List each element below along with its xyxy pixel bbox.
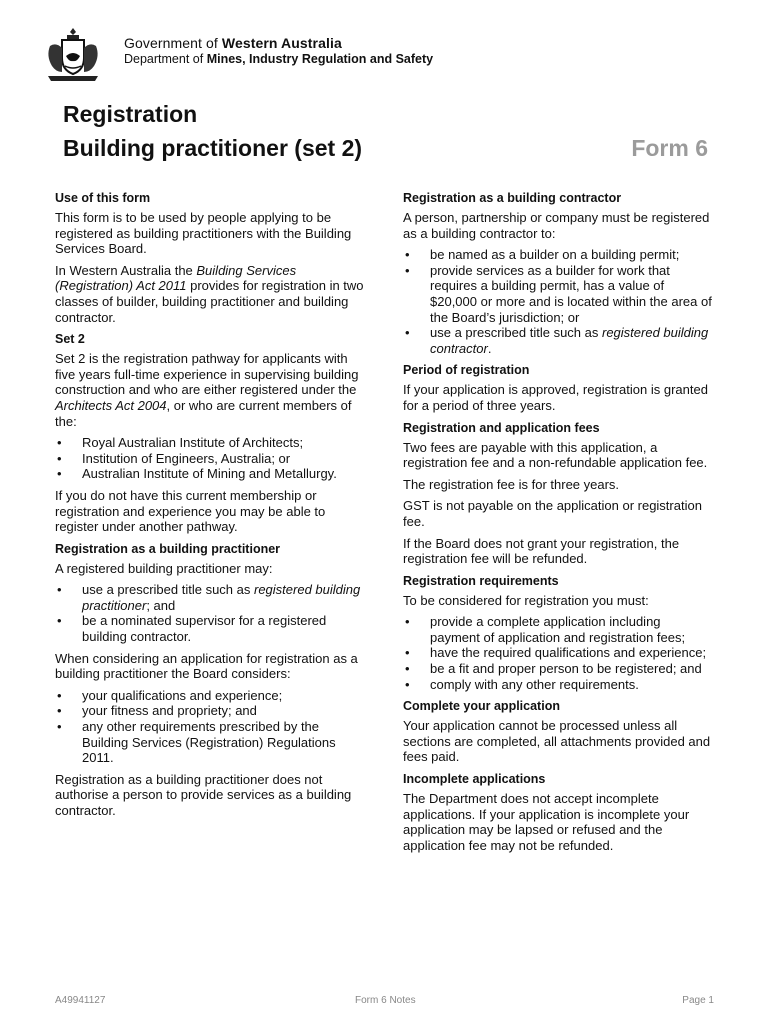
list-item: • be a fit and proper person to be registered; and bbox=[403, 661, 713, 677]
section-heading: Complete your application bbox=[403, 699, 560, 714]
list-item: • use a prescribed title such as registered building contractor. bbox=[403, 325, 713, 356]
list-item: • have the required qualifications and experience; bbox=[403, 645, 713, 661]
section-heading: Registration as a building practitioner bbox=[55, 541, 281, 556]
list-item: • be a nominated supervisor for a registered building contractor. bbox=[55, 613, 365, 644]
list-item: • Australian Institute of Mining and Metallurgy. bbox=[55, 466, 365, 482]
page-title-line1: Registration bbox=[63, 101, 198, 127]
section-heading: Registration and application fees bbox=[403, 420, 600, 435]
left-column bbox=[55, 190, 365, 825]
page-number: Page 1 bbox=[682, 995, 714, 1006]
page-title-line2: Building practitioner (set 2) bbox=[63, 135, 363, 161]
paragraph: If you do not have this current membership or registration and experience you may be able to register under another pathway. bbox=[55, 487, 326, 535]
paragraph: Set 2 is the registration pathway for applicants with five years full-time experience in supervising building construction and who are either registered under the Architects Act 2004, or who are current members of the: bbox=[55, 351, 359, 429]
list-item: • provide services as a builder for work that requires a building permit, has a value of $20,000 or more and is located within the area of the Board’s jurisdiction; or bbox=[403, 263, 713, 325]
section-heading: Registration as a building contractor bbox=[403, 191, 622, 205]
section-heading: Use of this form bbox=[55, 191, 151, 205]
paragraph: A registered building practitioner may: bbox=[55, 560, 273, 576]
requirements-list bbox=[403, 614, 713, 692]
paragraph: When considering an application for registration as a building practitioner the Board considers: bbox=[55, 650, 358, 682]
paragraph: In Western Australia the Building Services (Registration) Act 2011 provides for registration in two classes of builder, building practitioner and building contractor. bbox=[55, 262, 364, 325]
paragraph: The registration fee is for three years. bbox=[403, 476, 620, 492]
page-header bbox=[42, 26, 742, 86]
paragraph: If the Board does not grant your registration, the registration fee will be refunded. bbox=[403, 535, 680, 567]
paragraph: If your application is approved, registration is granted for a period of three years. bbox=[403, 382, 708, 413]
practitioner-rights-list bbox=[55, 582, 365, 644]
paragraph: The Department does not accept incomplete applications. If your application is incomplete your application may be lapsed or refused and the application fee may not be refunded. bbox=[403, 791, 690, 853]
department-name: Department of Mines, Industry Regulation and Safety bbox=[124, 52, 434, 66]
document-id: A49941127 bbox=[55, 995, 106, 1006]
paragraph: To be considered for registration you must: bbox=[403, 592, 649, 608]
paragraph: A person, partnership or company must be registered as a building contractor to: bbox=[403, 210, 710, 241]
form-number: Form 6 bbox=[631, 135, 708, 161]
list-item: • any other requirements prescribed by the Building Services (Registration) Regulations 2011. bbox=[55, 719, 365, 766]
section-heading: Period of registration bbox=[403, 363, 530, 378]
right-column bbox=[403, 190, 713, 859]
paragraph: This form is to be used by people applying to be registered as building practitioners with the Building Services Board. bbox=[55, 210, 352, 257]
list-item: • comply with any other requirements. bbox=[403, 677, 713, 693]
list-item: • be named as a builder on a building permit; bbox=[403, 247, 713, 263]
list-item: • your fitness and propriety; and bbox=[55, 703, 365, 719]
paragraph: Two fees are payable with this application, a registration fee and a non-refundable application fee. bbox=[403, 439, 708, 471]
government-name: Government of Western Australia bbox=[124, 35, 342, 51]
footer-title: Form 6 Notes bbox=[355, 995, 416, 1006]
paragraph: GST is not payable on the application or registration fee. bbox=[403, 498, 702, 529]
section-heading: Incomplete applications bbox=[403, 772, 546, 787]
wa-coat-of-arms-icon bbox=[42, 26, 104, 84]
section-heading: Registration requirements bbox=[403, 573, 559, 588]
section-heading: Set 2 bbox=[55, 332, 85, 347]
contractor-list bbox=[403, 247, 713, 356]
list-item: • use a prescribed title such as registered building practitioner; and bbox=[55, 582, 365, 613]
list-item: • Royal Australian Institute of Architects; bbox=[55, 435, 365, 451]
list-item: • provide a complete application including payment of application and registration fees; bbox=[403, 614, 713, 645]
list-item: • Institution of Engineers, Australia; or bbox=[55, 451, 365, 467]
board-considerations-list bbox=[55, 688, 365, 766]
paragraph: Registration as a building practitioner does not authorise a person to provide services as a building contractor. bbox=[55, 771, 352, 818]
list-item: • your qualifications and experience; bbox=[55, 688, 365, 704]
membership-list bbox=[55, 435, 365, 482]
paragraph: Your application cannot be processed unless all sections are completed, all attachments provided and fees paid. bbox=[403, 718, 711, 765]
